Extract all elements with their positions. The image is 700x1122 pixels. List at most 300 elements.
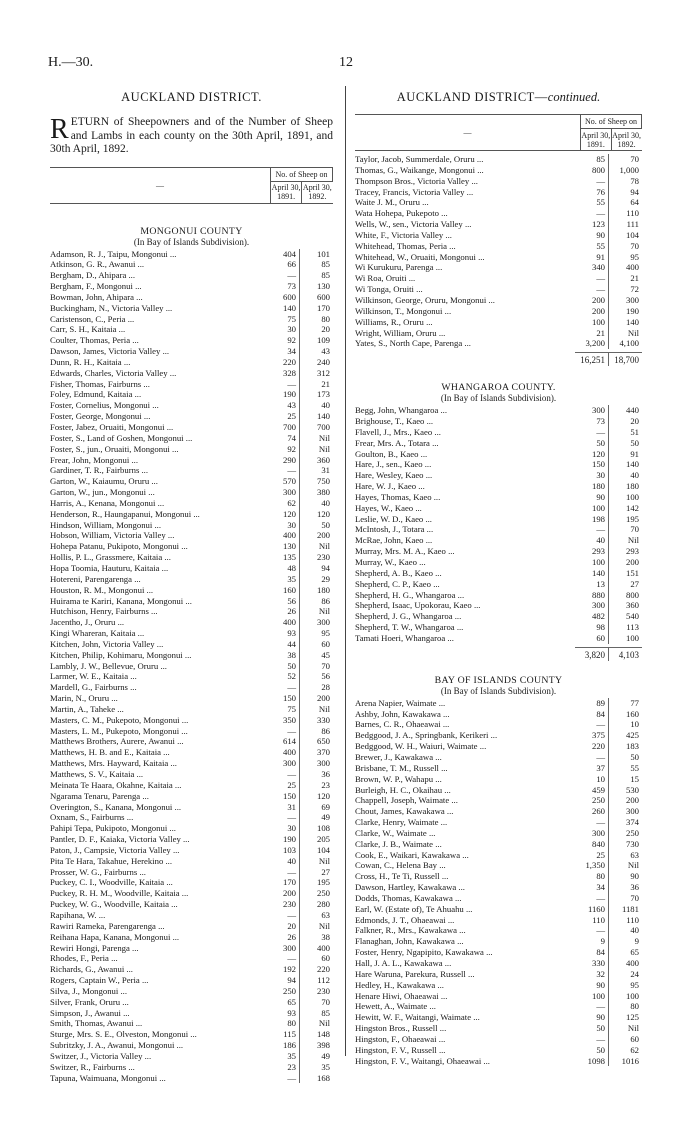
sheep-1892: 70 [630,524,639,535]
sheep-1892: 140 [625,459,639,470]
right-column [355,88,642,1066]
owner-name: Hewett, A., Waimate ... [355,1001,575,1012]
owner-name: McIntosh, J., Totara ... [355,524,575,535]
table-row [355,338,642,349]
table-row [50,639,333,650]
table-row [50,726,333,737]
owner-name: Huirama te Kariri, Kanana, Mongonui ... [50,596,266,607]
sheep-1892: 35 [321,1061,330,1072]
sheep-1892: 750 [316,476,330,487]
owner-name: Masters, L. M., Pukepoto, Mongonui ... [50,726,266,737]
sheep-1891: 400 [266,747,300,758]
sheep-1892: Nil [627,1023,639,1034]
table-row [50,1062,333,1073]
sheep-1892: 60 [321,953,330,964]
table-row [355,806,642,817]
table-row [355,633,642,644]
sheep-1891: 230 [266,899,300,910]
sheep-1891: — [575,273,609,284]
table-row [355,1056,642,1067]
sheep-1891: 37 [575,763,609,774]
table-row [50,802,333,813]
sheep-1891: 73 [575,416,609,427]
owner-name: Bergham, D., Ahipara ... [50,270,266,281]
sheep-1892: 40 [630,925,639,936]
sheep-1892: 94 [630,186,639,197]
table-row [50,943,333,954]
sheep-1891: 75 [266,314,300,325]
sheep-1891: 48 [266,563,300,574]
table-row [50,617,333,628]
table-row [50,585,333,596]
table-row [355,176,642,187]
sheep-1892: 400 [316,942,330,953]
sheep-1891: 100 [575,991,609,1002]
sheep-1892: 425 [625,730,639,741]
sheep-1892: 86 [321,595,330,606]
sheep-1892: 148 [316,1029,330,1040]
sheep-1891: 160 [266,585,300,596]
table-row [355,590,642,601]
table-row [50,270,333,281]
sheep-1891: 35 [266,1051,300,1062]
owner-name: Williams, R., Oruru ... [355,317,575,328]
sheep-1891: 140 [266,303,300,314]
sheep-1892: 100 [625,990,639,1001]
owner-name: Hewitt, W. F., Waitangi, Waimate ... [355,1012,575,1023]
sheep-1892: 100 [625,632,639,643]
table-row [50,986,333,997]
owner-name: Foster, George, Mongonui ... [50,411,266,422]
sheep-1891: — [575,427,609,438]
owner-name: Pita Te Hara, Takahue, Herekino ... [50,856,266,867]
owner-name: Kitchen, Philip, Kohimaru, Mongonui ... [50,650,266,661]
mongonui-county-subtitle: (In Bay of Islands Subdivision). [133,236,250,247]
sheep-1892: 530 [625,784,639,795]
sheep-1892: 72 [630,284,639,295]
owner-name: Wata Hohepa, Pukepoto ... [355,208,575,219]
col-1891-header: April 30, 1891. [581,130,611,149]
sheep-1892: 78 [630,175,639,186]
sheep-1891: 250 [575,795,609,806]
table-row [355,262,642,273]
owner-name: Wilkinson, George, Oruru, Mongonui ... [355,295,575,306]
sheep-1892: 63 [321,909,330,920]
sheep-1891: 90 [575,980,609,991]
owner-name: Wi Roa, Oruiti ... [355,273,575,284]
table-row [355,154,642,165]
owner-name: Hingston, F., Ohaeawai ... [355,1034,575,1045]
table-row [355,1045,642,1056]
sheep-1892: 112 [317,975,330,986]
owner-name: Cowan, C., Helena Bay ... [355,860,575,871]
table-row [355,459,642,470]
sheep-1892: 195 [316,877,330,888]
sheep-1891: 60 [575,633,609,644]
bay-of-islands-rows [355,698,642,1067]
sheep-1891: — [575,176,609,187]
owner-name: Foley, Edmund, Kaitaia ... [50,389,266,400]
col-1892-header: April 30, 1892. [612,130,642,149]
table-row [50,693,333,704]
owner-name: Larmer, W. E., Kaitaia ... [50,671,266,682]
owner-name: Shepherd, C. P., Kaeo ... [355,579,575,590]
table-row [355,947,642,958]
owner-name: Rapihana, W. ... [50,910,266,921]
owner-name: Frear, Mrs. A., Totara ... [355,438,575,449]
sheep-1891: 13 [575,579,609,590]
owner-name: Murray, W., Kaeo ... [355,557,575,568]
table-row [50,520,333,531]
owner-name: Mardell, G., Fairburns ... [50,682,266,693]
sheep-1892: 23 [321,779,330,790]
table-row [355,405,642,416]
table-row [355,958,642,969]
sheep-1891: 482 [575,611,609,622]
table-row [50,596,333,607]
sheep-1892: 250 [316,888,330,899]
owner-name: Goulton, B., Kaeo ... [355,449,575,460]
whangaroa-county-title: WHANGAROA COUNTY. [441,382,556,394]
sheep-1892: 20 [630,416,639,427]
table-row [355,785,642,796]
owner-name: Hedley, H., Kawakawa ... [355,980,575,991]
sheep-1891: 404 [266,249,300,260]
sheep-1892: 300 [316,758,330,769]
table-row [50,899,333,910]
table-row [355,306,642,317]
sheep-1892: 160 [625,708,639,719]
sheep-1892: 36 [630,882,639,893]
owner-name: Hare, W. J., Kaeo ... [355,481,575,492]
sheep-1891: 400 [266,530,300,541]
table-row [355,774,642,785]
table-row [355,546,642,557]
owner-name: Brighouse, T., Kaeo ... [355,416,575,427]
table-row [355,1012,642,1023]
sheep-1891: 9 [575,936,609,947]
sheep-1892: 600 [316,291,330,302]
mongonui-county-title: MONGONUI COUNTY [140,225,243,237]
table-row [50,856,333,867]
sheep-1892: Nil [318,703,330,714]
sheep-1892: Nil [627,327,639,338]
owner-name: Tracey, Francis, Victoria Valley ... [355,187,575,198]
sheep-1891: 200 [266,888,300,899]
table-row [355,730,642,741]
owner-name: Hall, J. A. L., Kawakawa ... [355,958,575,969]
owner-name: Shepherd, T. W., Whangaroa ... [355,622,575,633]
sheep-1892: 140 [316,411,330,422]
sheep-1891: 220 [575,741,609,752]
owner-name: Silver, Frank, Oruru ... [50,997,266,1008]
sheep-on-header: No. of Sheep on [581,115,642,129]
owner-name: McRae, John, Kaeo ... [355,535,575,546]
sheep-1892: 90 [630,871,639,882]
sheep-1892: 108 [316,823,330,834]
sheep-1891: 300 [266,758,300,769]
sheep-1892: 190 [625,305,639,316]
owner-name: Overington, S., Kanana, Mongonui ... [50,802,266,813]
sheep-1891: 94 [266,975,300,986]
sheep-1892: 104 [316,844,330,855]
sheep-1892: 31 [321,465,330,476]
table-row [355,470,642,481]
table-row [50,389,333,400]
sheep-1891: 290 [266,455,300,466]
table-row [50,357,333,368]
owner-name: Masters, C. M., Pukepoto, Mongonui ... [50,715,266,726]
sheep-1892: 77 [630,697,639,708]
sheep-1892: 440 [625,405,639,416]
sheep-1891: 31 [266,802,300,813]
sheep-1892: 700 [316,422,330,432]
sheep-1892: 51 [630,426,639,437]
owner-name: Caristenson, C., Peria ... [50,314,266,325]
table-row [50,997,333,1008]
table-row [50,910,333,921]
sheep-1891: 192 [266,964,300,975]
mongonui-total-row [355,352,642,366]
whangaroa-rows [355,405,642,644]
owner-name: Subritzky, J. A., Awanui, Mongonui ... [50,1040,266,1051]
table-row [355,535,642,546]
sheep-1891: 375 [575,730,609,741]
owner-name: Barnes, C. R., Ohaeawai ... [355,719,575,730]
table-row [355,719,642,730]
owner-name: Henare Hiwi, Ohaeawai ... [355,991,575,1002]
table-row [50,780,333,791]
bay-of-islands-county-subtitle: (In Bay of Islands Subdivision). [440,685,557,696]
sheep-1891: 250 [266,986,300,997]
owner-name: Wi Kurukuru, Parenga ... [355,262,575,273]
table-row [355,980,642,991]
sheep-1891: 50 [575,1045,609,1056]
sheep-1891: — [266,379,300,390]
col-1891-header: April 30, 1891. [271,183,301,201]
sheep-1891: 350 [266,715,300,726]
table-row [355,284,642,295]
sheep-1891: — [575,925,609,936]
owner-name: Lambly, J. W., Bellevue, Oruru ... [50,661,266,672]
table-row [355,763,642,774]
owner-name: Chappell, Joseph, Waimate ... [355,795,575,806]
sheep-1891: 459 [575,785,609,796]
sheep-1892: 100 [625,491,639,502]
owner-name: Clarke, Henry, Waimate ... [355,817,575,828]
sheep-1891: 135 [266,552,300,563]
sheep-1892: 36 [321,769,330,779]
sheep-1891: 40 [575,535,609,546]
table-row [355,698,642,709]
sheep-1891: 120 [575,449,609,460]
sheep-1892: 312 [316,367,330,378]
owner-name: Richards, G., Awanui ... [50,964,266,975]
table-row [355,1034,642,1045]
owner-name: Hare Waruna, Parekura, Russell ... [355,969,575,980]
table-row [50,379,333,390]
table-row [50,1051,333,1062]
table-row [355,600,642,611]
sheep-1891: 90 [575,1012,609,1023]
bay-of-islands-county-title: BAY OF ISLANDS COUNTY [434,674,563,686]
table-row [355,165,642,176]
sheep-1892: 104 [625,229,639,240]
table-row [355,839,642,850]
sheep-1891: 90 [575,492,609,503]
sheep-1892: 200 [316,530,330,541]
table-row [50,834,333,845]
sheep-1892: Nil [318,1018,330,1029]
sheep-1892: 91 [630,448,639,459]
header-blank-cell: — [355,115,581,151]
sheep-1892: 70 [321,660,330,671]
owner-name: Foster, Jabez, Oruaiti, Mongonui ... [50,422,266,433]
sheep-1892: 40 [630,470,639,481]
sheep-1892: 111 [626,219,639,230]
sheep-1892: Nil [318,432,330,443]
owner-name: Jacentho, J., Oruru ... [50,617,266,628]
sheep-1892: 65 [630,947,639,958]
sheep-1891: 26 [266,932,300,943]
sheep-1892: 400 [625,958,639,968]
owner-name: Pantler, D. F., Kaiaka, Victoria Valley ... [50,834,266,845]
owner-name: Wilkinson, T., Mongonui ... [355,306,575,317]
sheep-on-header: No. of Sheep on [271,167,333,181]
table-row [50,932,333,943]
sheep-1892: 101 [316,248,330,259]
owner-name: Prosser, W. G., Fairburns ... [50,867,266,878]
sheep-1891: 23 [266,1062,300,1073]
owner-name: Adamson, R. J., Taipu, Mongonui ... [50,249,266,260]
table-row [50,1018,333,1029]
sheep-1892: 300 [625,806,639,817]
sheep-1891: — [266,1073,300,1084]
table-row [50,791,333,802]
sheep-1891: 85 [575,154,609,165]
sheep-1891: 100 [575,503,609,514]
table-row [355,427,642,438]
sheep-1892: 113 [626,622,639,633]
sheep-1892: 9 [634,936,639,947]
sheep-1891: — [266,867,300,878]
sheep-1891: 1160 [575,904,609,915]
owner-name: Hohepa Patanu, Pukipoto, Mongonui ... [50,541,266,552]
sheep-1891: 1098 [575,1056,609,1067]
sheep-1892: 205 [316,834,330,845]
sheep-1892: 27 [321,866,330,877]
sheep-1891: 20 [266,921,300,932]
sheep-1892: 180 [316,584,330,595]
table-row [50,292,333,303]
owner-name: Sturge, Mrs. S. E., Olveston, Mongonui ... [50,1029,266,1040]
sheep-1891: 600 [266,292,300,303]
table-row [355,991,642,1002]
owner-name: Flanaghan, John, Kawakawa ... [355,936,575,947]
sheep-1891: 93 [266,628,300,639]
sheep-1891: 100 [575,317,609,328]
sheep-1892: 49 [321,812,330,823]
sheep-1891: 180 [575,481,609,492]
sheep-1891: 150 [266,791,300,802]
owner-name: Paton, J., Campsie, Victoria Valley ... [50,845,266,856]
sheep-1892: 50 [321,519,330,530]
sheep-1891: 32 [575,969,609,980]
sheep-1892: 250 [625,827,639,838]
table-row [355,503,642,514]
sheep-1892: Nil [627,535,639,546]
sheep-1892: 21 [630,273,639,284]
sheep-1892: 240 [316,356,330,367]
sheep-1891: 120 [266,509,300,520]
table-row [355,481,642,492]
table-row [50,671,333,682]
sheep-1892: 180 [625,481,639,492]
sheep-1892: 120 [316,508,330,519]
table-row [50,249,333,260]
table-row [355,252,642,263]
document-reference: H.—30. [48,55,94,70]
sheep-1891: 38 [266,650,300,661]
sheep-1891: 150 [266,693,300,704]
owner-name: Hayes, W., Kaeo ... [355,503,575,514]
sheep-1891: 614 [266,736,300,747]
sheep-1892: 370 [316,747,330,758]
sheep-1892: 140 [625,316,639,327]
sheep-1891: 40 [266,856,300,867]
sheep-1892: 540 [625,611,639,622]
sheep-1892: 21 [321,378,330,389]
owner-name: Fisher, Thomas, Fairburns ... [50,379,266,390]
sheep-1892: Nil [627,860,639,871]
sheep-1892: 43 [321,346,330,357]
table-row [50,823,333,834]
sheep-1891: 840 [575,839,609,850]
owner-name: Brown, W. P., Wahapu ... [355,774,575,785]
owner-name: Falkner, R., Mrs., Kawakawa ... [355,925,575,936]
sheep-1892: 400 [625,262,639,273]
sheep-1891: 80 [266,1018,300,1029]
owner-name: Taylor, Jacob, Summerdale, Oruru ... [355,154,575,165]
table-row [355,871,642,882]
sheep-1892: 650 [316,736,330,747]
table-row [50,455,333,466]
right-table-header [355,114,642,151]
owner-name: Foster, S., Land of Goshen, Mongonui ... [50,433,266,444]
owner-name: Houston, R. M., Mongonui ... [50,585,266,596]
sheep-1891: 90 [575,230,609,241]
sheep-1891: 200 [575,306,609,317]
mongonui-total-1892: 18,700 [609,352,642,366]
sheep-1891: 186 [266,1040,300,1051]
sheep-1891: 35 [266,574,300,585]
whangaroa-total-row [355,647,642,661]
sheep-1891: 56 [266,596,300,607]
sheep-1892: 168 [316,1072,330,1083]
sheep-1891: — [266,465,300,476]
owner-name: Bergham, F., Mongonui ... [50,281,266,292]
owner-name: Begg, John, Whangaroa ... [355,405,575,416]
table-row [50,758,333,769]
owner-name: Rewiri Hongi, Parenga ... [50,943,266,954]
owner-name: White, F., Victoria Valley ... [355,230,575,241]
table-row [50,346,333,357]
table-row [355,524,642,535]
sheep-1891: 328 [266,368,300,379]
sheep-1892: 374 [625,817,639,828]
table-row [50,953,333,964]
owner-name: Hotereni, Parengarenga ... [50,574,266,585]
